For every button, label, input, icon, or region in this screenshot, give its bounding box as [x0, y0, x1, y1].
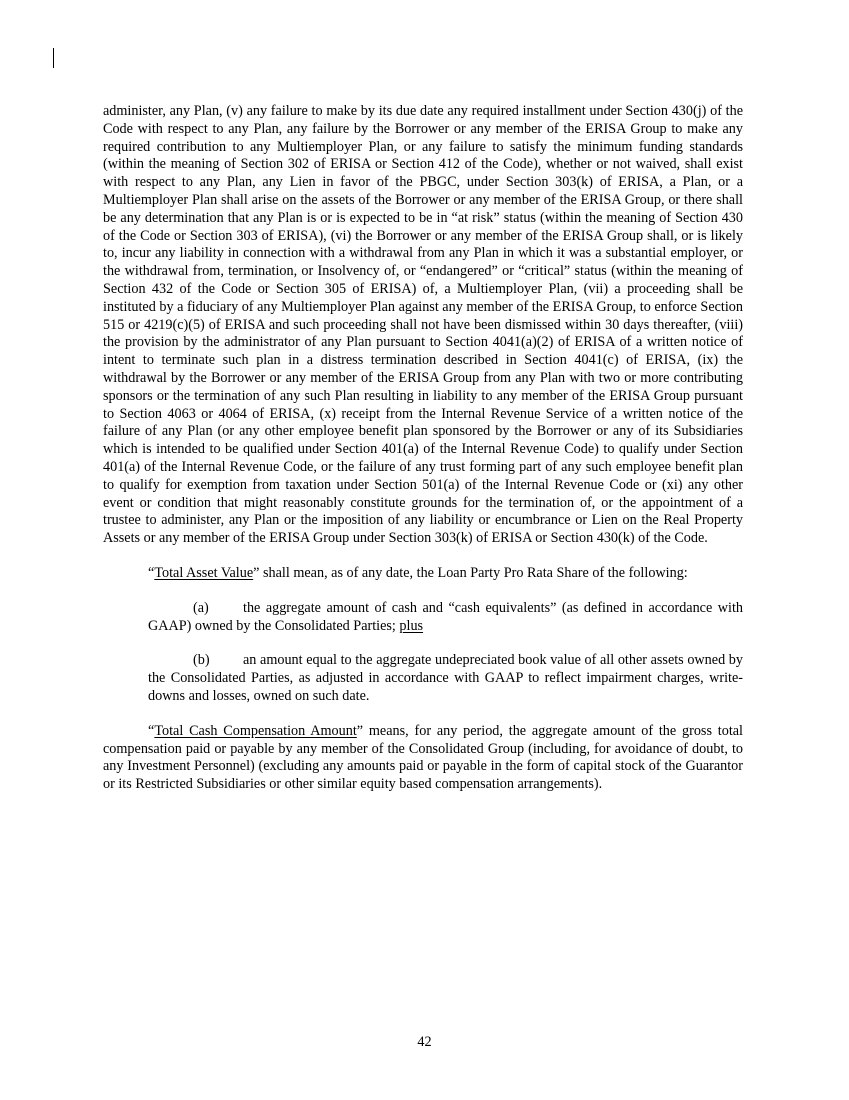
total-asset-value-open-quote: “: [148, 564, 155, 581]
document-body: [103, 103, 743, 794]
page-number: 42: [417, 1034, 432, 1050]
total-cash-compensation-definition: [103, 723, 743, 794]
total-cash-compensation-text: ” means, for any period, the aggregate amount of the gross total compensation paid or payable by any member of the Consolidated Group (including, for avoidance of doubt, to any Investment Personnel) (excluding any amounts paid or payable in the form of capital stock of the Guarantor or its Restricted Subsidiaries or other similar equity based compensation arrangements).: [103, 722, 743, 793]
revision-bar: [53, 48, 54, 68]
total-asset-value-term: Total Asset Value: [154, 564, 254, 581]
item-b-label: (b): [193, 652, 210, 669]
total-asset-value-text: ” shall mean, as of any date, the Loan Party Pro Rata Share of the following:: [253, 564, 688, 581]
item-a-connector: plus: [399, 617, 424, 634]
item-a-text: the aggregate amount of cash and “cash equivalents” (as defined in accordance with GAAP) owned by the Consolidated Parties;: [148, 599, 743, 634]
item-a-label: (a): [193, 599, 209, 616]
total-asset-value-definition: [103, 565, 743, 583]
total-asset-value-item-a: [148, 600, 743, 636]
erisa-event-continuation-paragraph: administer, any Plan, (v) any failure to make by its due date any required installment under Section 430(j) of the Code with respect to any Plan, any failure by the Borrower or any member of the ERISA Group to make any required contribution to any Multiemployer Plan, or any failure to satisfy the minimum funding standards (within the meaning of Section 302 of ERISA or Section 412 of the Code), whether or not waived, shall exist with respect to any Plan, any Lien in favor of the PBGC, under Section 303(k) of ERISA, a Plan, or a Multiemployer Plan shall arise on the assets of the Borrower or any member of the ERISA Group, or there shall be any determination that any Plan is or is expected to be in “at risk” status (within the meaning of Section 430 of the Code or Section 303 of ERISA), (vi) the Borrower or any member of the ERISA Group shall, or is likely to, incur any liability in connection with a withdrawal from any Plan in which it was a substantial employer, or the withdrawal from, termination, or Insolvency of, or “endangered” or “critical” status (within the meaning of Section 432 of the Code or Section 305 of ERISA) of, a Multiemployer Plan, (vii) a proceeding shall be instituted by a fiduciary of any Multiemployer Plan against any member of the ERISA Group, to enforce Section 515 or 4219(c)(5) of ERISA and such proceeding shall not have been dismissed within 30 days thereafter, (viii) the provision by the administrator of any Plan pursuant to Section 4041(a)(2) of ERISA of a written notice of intent to terminate such plan in a distress termination described in Section 4041(c) of ERISA, (ix) the withdrawal by the Borrower or any member of the ERISA Group from any Plan with two or more contributing sponsors or the termination of any such Plan resulting in liability to any member of the ERISA Group pursuant to Section 4063 or 4064 of ERISA, (x) receipt from the Internal Revenue Service of a written notice of the failure of any Plan (or any other employee benefit plan sponsored by the Borrower or any of its Subsidiaries which is intended to be qualified under Section 401(a) of the Internal Revenue Code) to qualify under Section 401(a) of the Internal Revenue Code, or the failure of any trust forming part of any such employee benefit plan to qualify for exemption from taxation under Section 501(a) of the Internal Revenue Code or (xi) any other event or condition that might reasonably constitute grounds for the termination of, or the appointment of a trustee to administer, any Plan or the imposition of any liability or encumbrance or Lien on the Real Property Assets or any member of the ERISA Group under Section 303(k) of ERISA or Section 430(k) of the Code.: [103, 103, 743, 547]
total-cash-compensation-open-quote: “: [148, 722, 155, 739]
item-b-text: an amount equal to the aggregate undepreciated book value of all other assets owned by the Consolidated Parties, as adjusted in accordance with GAAP to reflect impairment charges, write-downs and losses, owned on such date.: [148, 652, 743, 704]
total-asset-value-item-b: [148, 652, 743, 705]
total-cash-compensation-term: Total Cash Compensation Amount: [154, 722, 357, 739]
